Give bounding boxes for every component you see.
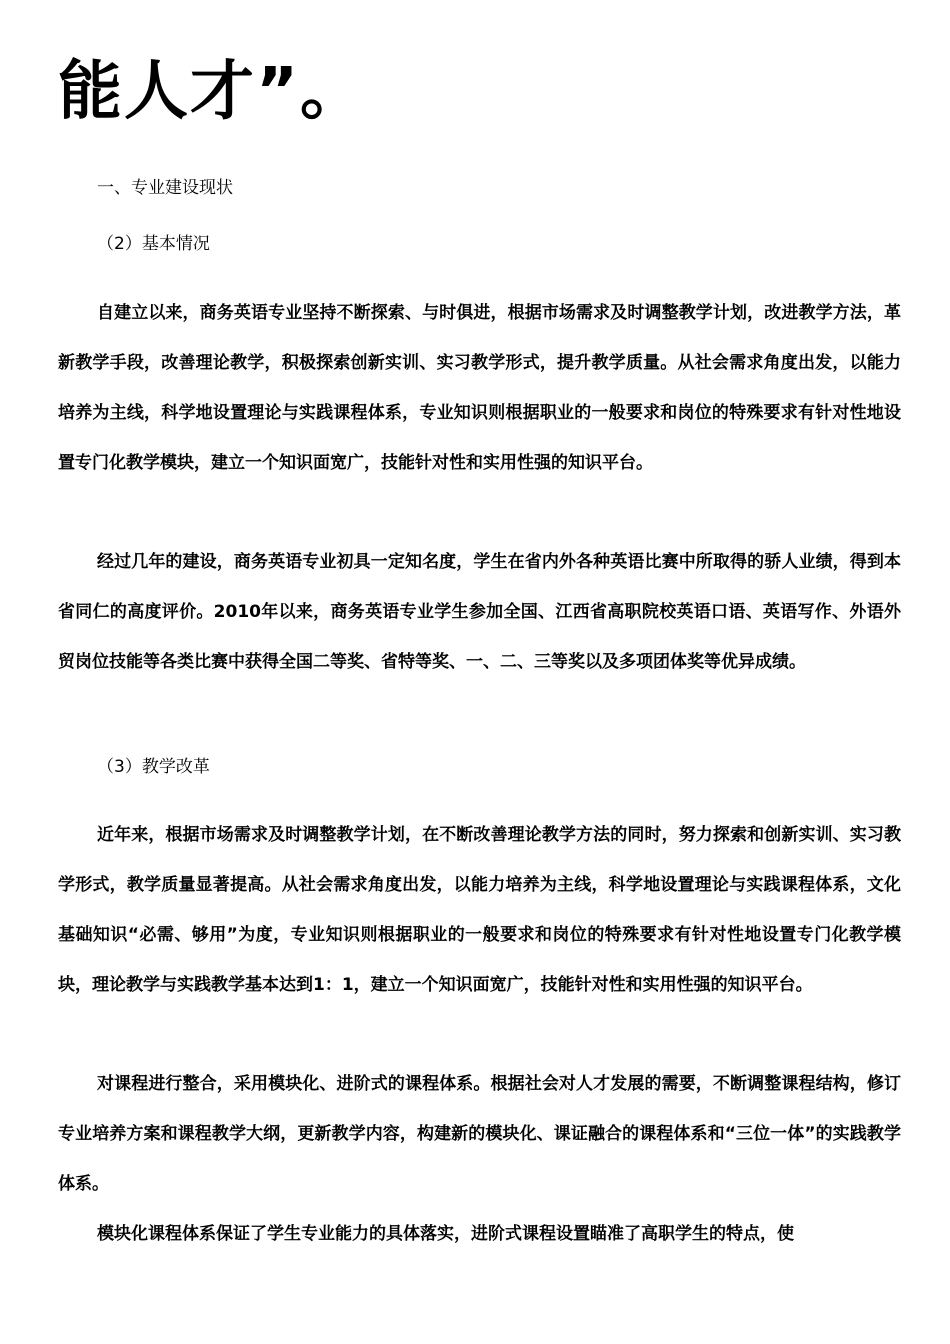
subheading-teaching-reform: （3）教学改革 (97, 757, 210, 777)
paragraph-reform-1: 近年来，根据市场需求及时调整教学计划，在不断改善理论教学方法的同时，努力探索和创新实训、实习教学形式，教学质量显著提高。从社会需求角度出发，以能力培养为主线，科学地设置理论与实践课程体系，文化基础知识“必需、够用”为度，专业知识则根据职业的一般要求和岗位的特殊要求有针对性地设置专门化教学模块，理论教学与实践教学基本达到1：1，建立一个知识面宽广，技能针对性和实用性强的知识平台。 (58, 825, 901, 995)
paragraph-basic-2: 经过几年的建设，商务英语专业初具一定知名度，学生在省内外各种英语比赛中所取得的骄人业绩，得到本省同仁的高度评价。2010年以来，商务英语专业学生参加全国、江西省高职院校英语口语、英语写作、外语外贸岗位技能等各类比赛中获得全国二等奖、省特等奖、一、二、三等奖以及多项团体奖等优异成绩。 (58, 552, 901, 672)
subheading-basic-info: （2）基本情况 (97, 234, 210, 254)
paragraph-reform-3: 模块化课程体系保证了学生专业能力的具体落实，进阶式课程设置瞄准了高职学生的特点，使 (97, 1224, 794, 1244)
paragraph-basic-1: 自建立以来，商务英语专业坚持不断探索、与时俱进，根据市场需求及时调整教学计划，改进教学方法，革新教学手段，改善理论教学，积极探索创新实训、实习教学形式，提升教学质量。从社会需求角度出发，以能力培养为主线，科学地设置理论与实践课程体系，专业知识则根据职业的一般要求和岗位的特殊要求有针对性地设置专门化教学模块，建立一个知识面宽广，技能针对性和实用性强的知识平台。 (58, 303, 901, 473)
document-title-fragment: 能人才”。 (58, 55, 367, 129)
section-heading: 一、专业建设现状 (97, 178, 233, 198)
paragraph-reform-2: 对课程进行整合，采用模块化、进阶式的课程体系。根据社会对人才发展的需要，不断调整课程结构，修订专业培养方案和课程教学大纲，更新教学内容，构建新的模块化、课证融合的课程体系和“三位一体”的实践教学体系。 (58, 1074, 901, 1194)
